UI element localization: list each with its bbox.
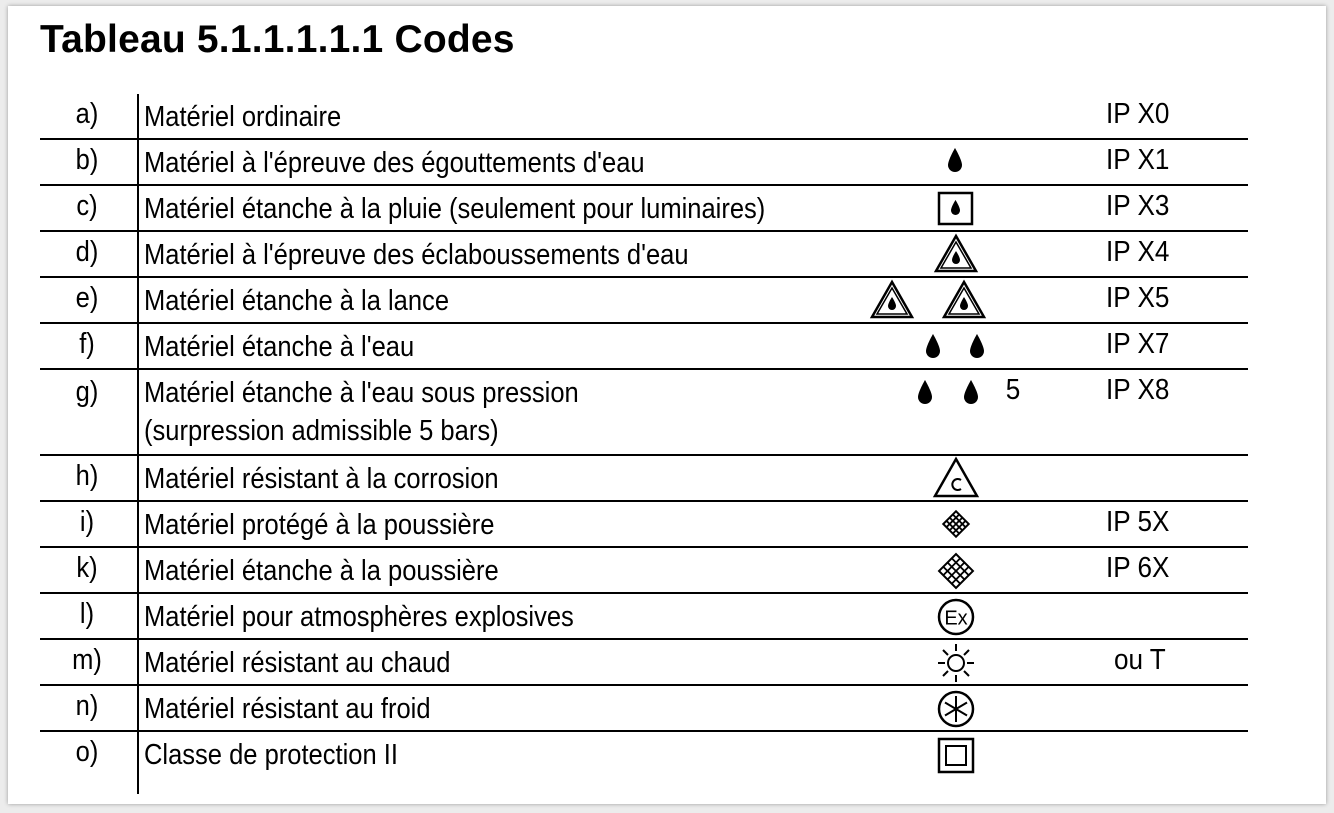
row-description: Matériel résistant à la corrosion bbox=[144, 463, 499, 495]
table-row bbox=[40, 324, 1248, 370]
drop-in-triangle-icon bbox=[880, 232, 1020, 276]
row-code: IP X3 bbox=[1106, 190, 1170, 222]
row-code: IP X7 bbox=[1106, 328, 1170, 360]
two-drops-with-number-icon bbox=[880, 370, 1020, 414]
codes-table bbox=[40, 94, 1248, 780]
snowflake-in-circle-icon bbox=[880, 686, 1020, 730]
table-title: Tableau 5.1.1.1.1.1 Codes bbox=[40, 18, 515, 61]
row-letter: n) bbox=[75, 690, 99, 722]
row-description: Matériel protégé à la poussière bbox=[144, 509, 495, 541]
row-description: Classe de protection II bbox=[144, 739, 398, 771]
small-mesh-diamond-icon bbox=[880, 502, 1020, 546]
row-description: Matériel résistant au froid bbox=[144, 693, 431, 725]
row-code: IP X5 bbox=[1106, 282, 1170, 314]
row-letter: g) bbox=[75, 376, 99, 408]
row-description: Matériel ordinaire bbox=[144, 101, 342, 133]
row-description: Matériel pour atmosphères explosives bbox=[144, 601, 574, 633]
two-drops-in-triangles-icon bbox=[852, 278, 1032, 322]
row-description: Matériel résistant au chaud bbox=[144, 647, 451, 679]
table-row bbox=[40, 278, 1248, 324]
row-description: Matériel étanche à la poussière bbox=[144, 555, 499, 587]
row-letter: c) bbox=[76, 190, 98, 222]
row-letter: e) bbox=[75, 282, 99, 314]
row-code: IP X8 bbox=[1106, 374, 1170, 406]
double-square-icon bbox=[880, 732, 1020, 776]
table-row bbox=[40, 732, 1248, 780]
row-code: IP X1 bbox=[1106, 144, 1170, 176]
row-description: Matériel étanche à la pluie (seulement pour luminaires) bbox=[144, 193, 766, 225]
row-letter: a) bbox=[75, 98, 99, 130]
table-row bbox=[40, 94, 1248, 140]
sun-icon bbox=[880, 640, 1020, 684]
row-code: IP X4 bbox=[1106, 236, 1170, 268]
description-line: Matériel étanche à l'eau sous pression bbox=[144, 377, 579, 409]
two-drops-icon bbox=[880, 324, 1020, 368]
row-letter: l) bbox=[79, 598, 95, 630]
row-description: Matériel à l'épreuve des égouttements d'eau bbox=[144, 147, 645, 179]
table-row bbox=[40, 186, 1248, 232]
table-row bbox=[40, 548, 1248, 594]
row-description: Matériel étanche à l'eau bbox=[144, 331, 415, 363]
document-page bbox=[8, 6, 1326, 804]
drop-in-square-icon bbox=[880, 186, 1020, 230]
row-letter: f) bbox=[79, 328, 95, 360]
table-row bbox=[40, 502, 1248, 548]
row-code: IP 6X bbox=[1106, 552, 1170, 584]
table-row bbox=[40, 594, 1248, 640]
ex-in-circle-icon bbox=[880, 594, 1020, 638]
table-row bbox=[40, 370, 1248, 456]
row-description bbox=[144, 374, 579, 450]
ex-label: Ex bbox=[944, 607, 968, 630]
table-row bbox=[40, 232, 1248, 278]
row-letter: h) bbox=[75, 460, 99, 492]
table-row bbox=[40, 140, 1248, 186]
pressure-number: 5 bbox=[1005, 374, 1021, 406]
row-code: IP 5X bbox=[1106, 506, 1170, 538]
table-row bbox=[40, 686, 1248, 732]
row-letter: b) bbox=[75, 144, 99, 176]
drop-icon bbox=[880, 140, 1020, 184]
row-letter: i) bbox=[79, 506, 95, 538]
description-line: (surpression admissible 5 bars) bbox=[144, 415, 499, 447]
row-letter: o) bbox=[75, 736, 99, 768]
row-code: ou T bbox=[1114, 644, 1166, 676]
table-row bbox=[40, 456, 1248, 502]
table-row bbox=[40, 640, 1248, 686]
row-description: Matériel étanche à la lance bbox=[144, 285, 450, 317]
row-letter: d) bbox=[75, 236, 99, 268]
c-in-triangle-icon bbox=[880, 456, 1020, 500]
row-code: IP X0 bbox=[1106, 98, 1170, 130]
row-letter: k) bbox=[76, 552, 98, 584]
row-description: Matériel à l'épreuve des éclaboussements d'eau bbox=[144, 239, 689, 271]
large-mesh-diamond-icon bbox=[880, 548, 1020, 592]
row-letter: m) bbox=[72, 644, 102, 676]
